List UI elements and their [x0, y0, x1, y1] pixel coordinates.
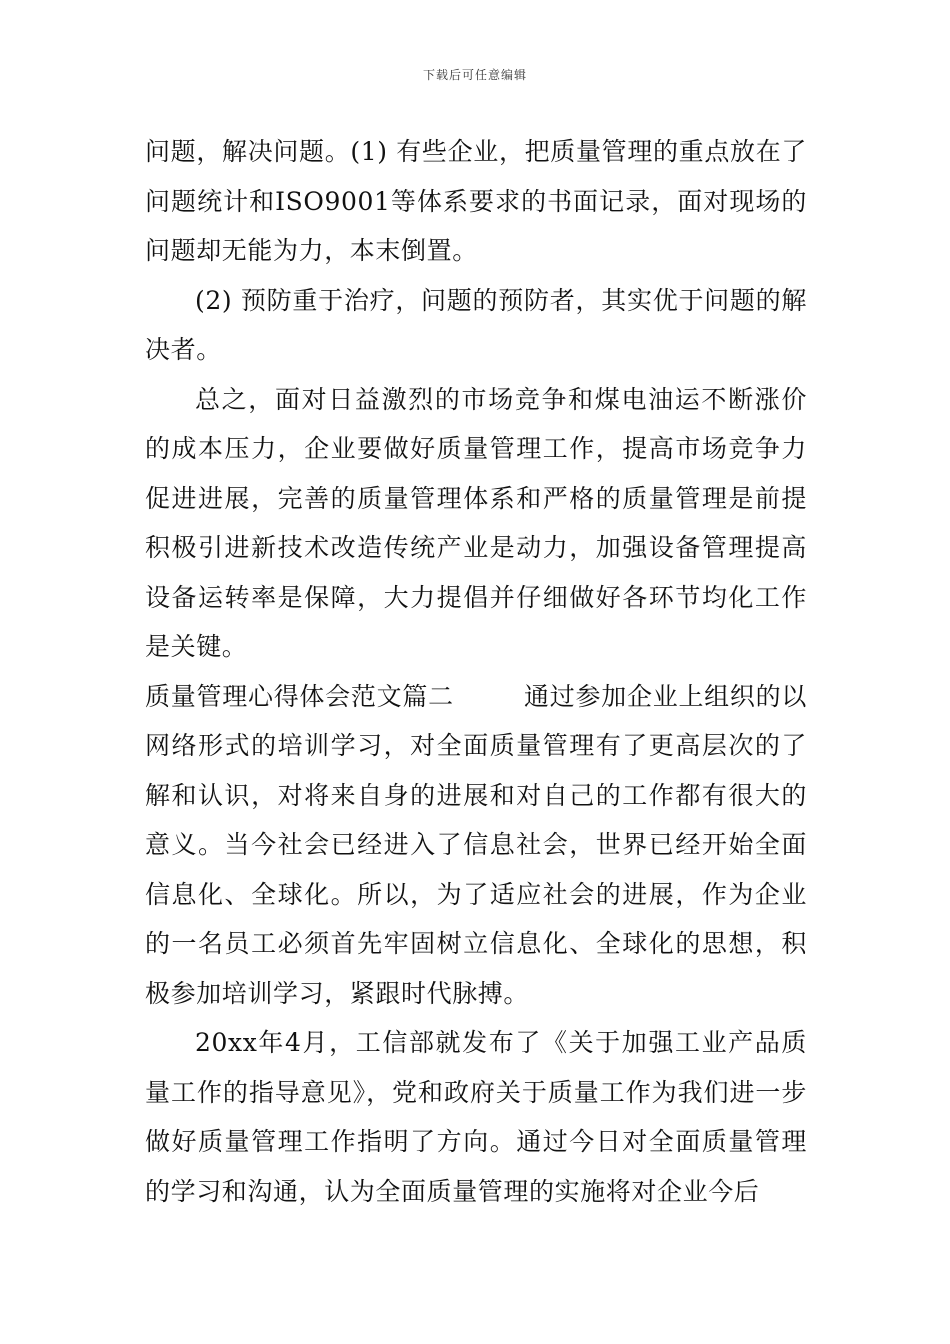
paragraph-summary: 总之，面对日益激烈的市场竞争和煤电油运不断涨价的成本压力，企业要做好质量管理工作，提高市场竞争力促进进展，完善的质量管理体系和严格的质量管理是前提积极引进新技术改造传统产业是动力，加强设备管理提高设备运转率是保障，大力提倡并仔细做好各环节均化工作是关键。	[145, 384, 807, 661]
essay-two-body: 通过参加企业上组织的以网络形式的培训学习，对全面质量管理有了更高层次的了解和认识，对将来自身的进展和对自己的工作都有很大的意义。当今社会已经进入了信息社会，世界已经开始全面信息化、全球化。所以，为了适应社会的进展，作为企业的一名员工必须首先牢固树立信息化、全球化的思想，积极参加培训学习，紧跟时代脉搏。	[145, 681, 808, 1008]
essay-two-heading: 质量管理心得体会范文篇二	[145, 681, 454, 711]
paragraph-guidance: 20xx年4月，工信部就发布了《关于加强工业产品质量工作的指导意见》，党和政府关于质量工作为我们进一步做好质量管理工作指明了方向。通过今日对全面质量管理的学习和沟通，认为全面质量管理的实施将对企业今后	[145, 1028, 807, 1206]
paragraph-essay-two	[145, 672, 807, 1019]
paragraph-continuation: 问题，解决问题。(1) 有些企业，把质量管理的重点放在了问题统计和ISO9001等体系要求的书面记录，面对现场的问题却无能为力，本末倒置。	[145, 137, 807, 265]
document-body	[145, 127, 807, 1216]
paragraph-prevention: (2) 预防重于治疗，问题的预防者，其实优于问题的解决者。	[145, 285, 807, 364]
page-header: 下载后可任意编辑	[422, 68, 527, 82]
